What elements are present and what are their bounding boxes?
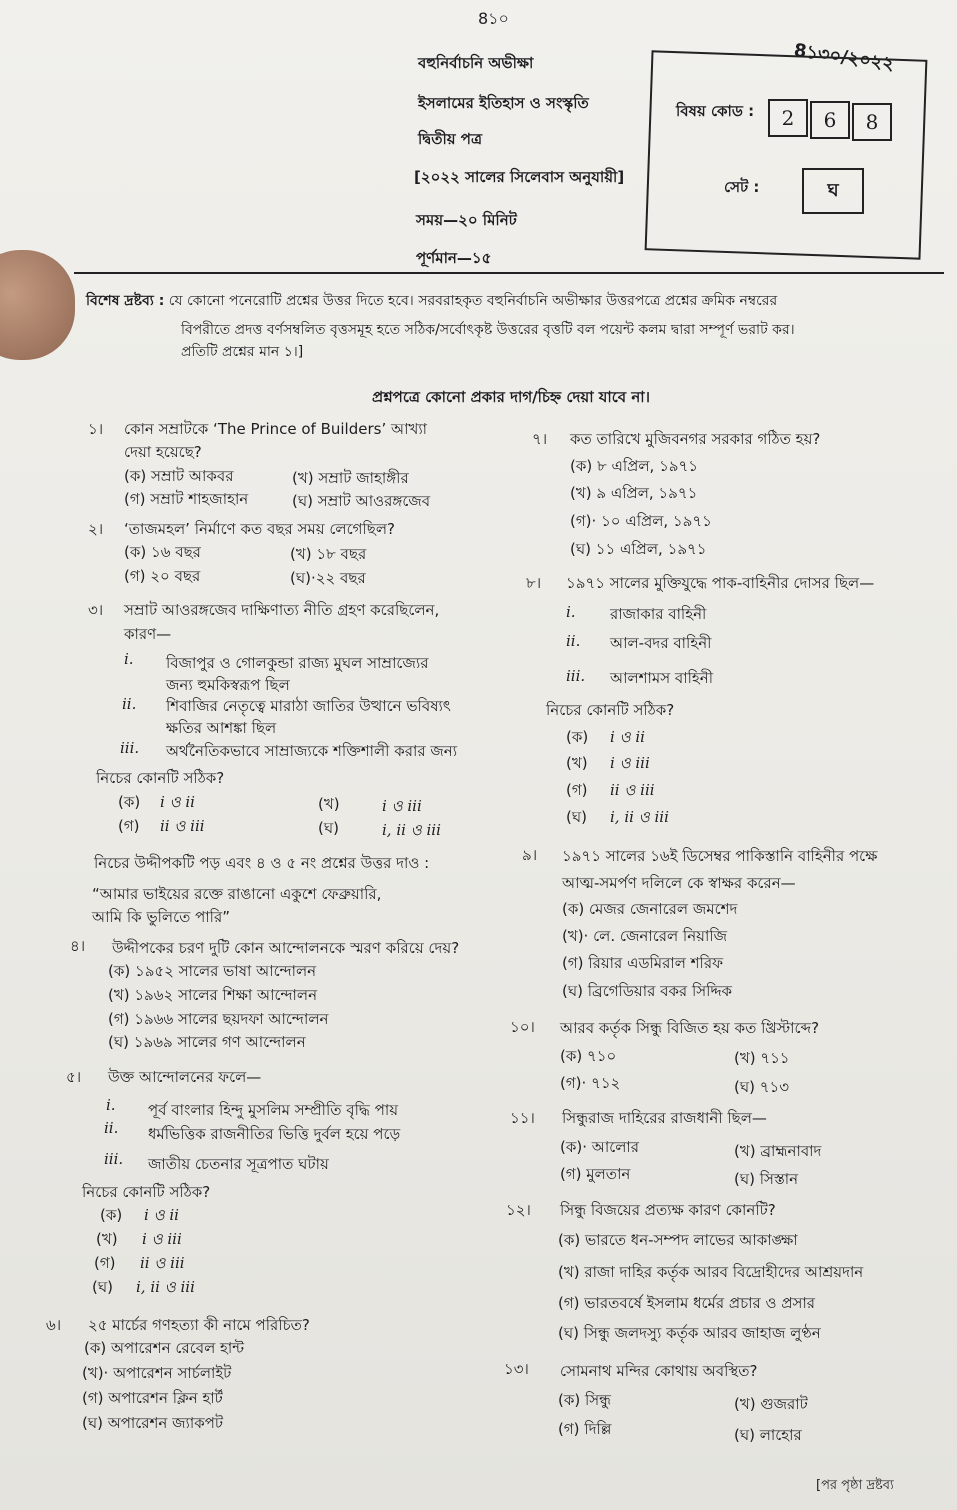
stimulus-quote: আমি কি ভুলিতে পারি” bbox=[92, 908, 230, 926]
statement: রাজাকার বাহিনী bbox=[610, 605, 707, 623]
option: (ক) ৭১০ bbox=[560, 1047, 617, 1065]
question-text: দেয়া হয়েছে? bbox=[124, 443, 202, 461]
question-text: সোমনাথ মন্দির কোথায় অবস্থিত? bbox=[560, 1362, 758, 1380]
option-value: i, ii ও iii bbox=[382, 821, 441, 839]
option: (ঘ) ব্রিগেডিয়ার বকর সিদ্দিক bbox=[562, 982, 733, 1000]
statement-numeral: iii. bbox=[104, 1150, 124, 1168]
option: (গ) ভারতবর্ষে ইসলাম ধর্মের প্রচার ও প্রসার bbox=[558, 1294, 816, 1312]
option-label: (ঘ) bbox=[92, 1278, 113, 1296]
option: (ঘ) অপারেশন জ্যাকপট bbox=[82, 1414, 224, 1432]
statement: জন্য হুমকিস্বরূপ ছিল bbox=[166, 676, 290, 694]
question-text: কত তারিখে মুজিবনগর সরকার গঠিত হয়? bbox=[570, 430, 821, 448]
option: (খ)· অপারেশন সার্চলাইট bbox=[82, 1364, 232, 1382]
option: (খ) ১৯৬২ সালের শিক্ষা আন্দোলন bbox=[108, 986, 318, 1004]
paper-number: দ্বিতীয় পত্র bbox=[418, 130, 483, 148]
question-text: উদ্দীপকের চরণ দুটি কোন আন্দোলনকে স্মরণ করিয়ে দেয়? bbox=[112, 939, 460, 957]
special-note-label: বিশেষ দ্রষ্টব্য : bbox=[86, 293, 165, 309]
statement: আলশামস বাহিনী bbox=[610, 669, 714, 687]
statement: ক্ষতির আশঙ্কা ছিল bbox=[166, 719, 277, 737]
page-number: 8১০ bbox=[478, 9, 509, 28]
statement: জাতীয় চেতনার সূত্রপাত ঘটায় bbox=[148, 1155, 329, 1173]
option: (খ) ৯ এপ্রিল, ১৯৭১ bbox=[570, 484, 698, 502]
set-label: সেট : bbox=[724, 178, 760, 196]
option-value: i, ii ও iii bbox=[136, 1278, 195, 1296]
option: (ঘ) সিস্তান bbox=[734, 1170, 799, 1188]
statement: আল-বদর বাহিনী bbox=[610, 634, 712, 652]
option-value: i ও ii bbox=[610, 728, 645, 746]
code-box bbox=[645, 50, 928, 260]
option: (ঘ) সিন্ধু জলদস্যু কর্তৃক আরব জাহাজ লুণ্ঠন bbox=[558, 1324, 821, 1342]
question-number: ৭। bbox=[532, 430, 548, 448]
stimulus-intro: নিচের উদ্দীপকটি পড় এবং ৪ ও ৫ নং প্রশ্নের উত্তর দাও : bbox=[94, 854, 430, 872]
question-number: ১০। bbox=[510, 1018, 535, 1036]
option-value: i ও ii bbox=[144, 1206, 179, 1224]
option: (ঘ) ৭১৩ bbox=[734, 1078, 789, 1096]
option: (ক) ভারতে ধন-সম্পদ লাভের আকাঙ্ক্ষা bbox=[558, 1231, 798, 1249]
statement-numeral: i. bbox=[106, 1096, 116, 1114]
option-value: i ও iii bbox=[382, 797, 422, 815]
question-number: ১। bbox=[88, 420, 104, 438]
option-label: (ক) bbox=[566, 728, 589, 746]
special-note-line2: বিপরীতে প্রদত্ত বর্ণসম্বলিত বৃত্তসমূহ হতে সঠিক/সর্বোৎকৃষ্ট উত্তরের বৃত্তটি বল পয়েন্ট কলম দ্বারা সম্পূর্ণ ভরাট কর। bbox=[181, 322, 795, 338]
subject-code-digit: 8 bbox=[852, 103, 892, 141]
next-page-note: [পর পৃষ্ঠা দ্রষ্টব্য bbox=[816, 1478, 894, 1493]
question-text: সম্রাট আওরঙ্গজেব দাক্ষিণাত্য নীতি গ্রহণ করেছিলেন, bbox=[124, 601, 440, 619]
question-text: আরব কর্তৃক সিন্ধু বিজিত হয় কত খ্রিস্টাব্দে? bbox=[560, 1019, 820, 1037]
option: (ক) অপারেশন রেবেল হান্ট bbox=[84, 1339, 245, 1357]
option-label: (খ) bbox=[96, 1230, 118, 1248]
option: (খ) গুজরাট bbox=[734, 1395, 808, 1413]
question-number: ১১। bbox=[510, 1109, 535, 1127]
option-label: (ঘ) bbox=[566, 808, 587, 826]
statement-numeral: i. bbox=[124, 650, 134, 668]
statement-numeral: ii. bbox=[122, 695, 137, 713]
statement-numeral: i. bbox=[566, 603, 576, 621]
option-label: (গ) bbox=[566, 781, 588, 799]
option: (খ)· লে. জেনারেল নিয়াজি bbox=[562, 927, 728, 945]
option-label: (গ) bbox=[94, 1254, 116, 1272]
set-value: ঘ bbox=[802, 168, 864, 214]
option: (গ) ১৯৬৬ সালের ছয়দফা আন্দোলন bbox=[108, 1010, 329, 1028]
option: (খ) ১৮ বছর bbox=[290, 545, 367, 563]
statement: ধর্মভিত্তিক রাজনীতির ভিত্তি দুর্বল হয়ে পড়ে bbox=[148, 1125, 401, 1143]
option-label: (গ) bbox=[118, 817, 140, 835]
syllabus-note: [২০২২ সালের সিলেবাস অনুযায়ী] bbox=[414, 168, 625, 186]
stimulus-quote: “আমার ভাইয়ের রক্তে রাঙানো একুশে ফেব্রুয়ারি, bbox=[92, 885, 382, 903]
question-number: ২। bbox=[88, 520, 104, 538]
option: (গ) সম্রাট শাহজাহান bbox=[124, 490, 249, 508]
exam-type: বহুনির্বাচনি অভীক্ষা bbox=[418, 54, 534, 72]
option: (খ) ব্রাহ্মনাবাদ bbox=[734, 1142, 822, 1160]
question-text: কোন সম্রাটকে ‘The Prince of Builders’ আখ্যা bbox=[124, 420, 428, 438]
question-text: কারণ— bbox=[124, 625, 172, 643]
option-value: i, ii ও iii bbox=[610, 808, 669, 826]
question-text: ‘তাজমহল’ নির্মাণে কত বছর সময় লেগেছিল? bbox=[124, 520, 395, 538]
statement-numeral: iii. bbox=[566, 667, 586, 685]
question-text: ১৯৭১ সালের ১৬ই ডিসেম্বর পাকিস্তানি বাহিনীর পক্ষে bbox=[562, 847, 878, 865]
question-number: ৩। bbox=[88, 601, 104, 619]
option-label: (ক) bbox=[100, 1206, 123, 1224]
question-number: ৬। bbox=[46, 1316, 62, 1334]
prompt: নিচের কোনটি সঠিক? bbox=[546, 701, 675, 719]
option-value: ii ও iii bbox=[140, 1254, 185, 1272]
option: (গ) অপারেশন ক্লিন হার্ট bbox=[82, 1389, 223, 1407]
exam-code: 8১৩০/২০২২ bbox=[792, 39, 896, 75]
prompt: নিচের কোনটি সঠিক? bbox=[96, 769, 225, 787]
option: (ক)· আলোর bbox=[560, 1138, 640, 1156]
no-mark-warning: প্রশ্নপত্রে কোনো প্রকার দাগ/চিহ্ন দেয়া যাবে না। bbox=[372, 388, 651, 406]
statement: শিবাজির নেতৃত্বে মারাঠা জাতির উত্থানে ভবিষ্যৎ bbox=[166, 697, 451, 715]
special-note bbox=[86, 288, 946, 314]
option: (ক) ১৬ বছর bbox=[124, 543, 201, 561]
option-value: i ও iii bbox=[142, 1230, 182, 1248]
statement-numeral: iii. bbox=[120, 739, 140, 757]
question-number: ১৩। bbox=[504, 1360, 529, 1378]
subject-code-digit: 6 bbox=[810, 101, 850, 139]
option: (ঘ) সম্রাট আওরঙ্গজেব bbox=[292, 492, 431, 510]
option: (ক) সিন্ধু bbox=[558, 1391, 612, 1409]
option: (গ) ২০ বছর bbox=[124, 567, 201, 585]
option: (ক) ৮ এপ্রিল, ১৯৭১ bbox=[570, 457, 699, 475]
header-rule bbox=[74, 272, 944, 274]
option-value: ii ও iii bbox=[160, 817, 205, 835]
question-number: ১২। bbox=[506, 1201, 531, 1219]
question-text: সিন্ধুরাজ দাহিরের রাজধানী ছিল— bbox=[562, 1109, 767, 1127]
option: (ক) সম্রাট আকবর bbox=[124, 467, 234, 485]
exam-time: সময়—২০ মিনিট bbox=[416, 211, 517, 229]
statement-numeral: ii. bbox=[104, 1119, 119, 1137]
option: (গ) দিল্লি bbox=[558, 1420, 612, 1438]
question-number: ৯। bbox=[522, 846, 538, 864]
option-value: ii ও iii bbox=[610, 781, 655, 799]
option-label: (খ) bbox=[318, 795, 340, 813]
full-marks: পূর্ণমান—১৫ bbox=[416, 249, 492, 267]
subject-code-label: বিষয় কোড : bbox=[676, 102, 755, 120]
option-value: i ও iii bbox=[610, 754, 650, 772]
option: (গ)· ১০ এপ্রিল, ১৯৭১ bbox=[570, 512, 712, 530]
option: (গ) রিয়ার এডমিরাল শরিফ bbox=[562, 954, 724, 972]
option: (ক) ১৯৫২ সালের ভাষা আন্দোলন bbox=[108, 962, 317, 980]
question-text: উক্ত আন্দোলনের ফলে— bbox=[108, 1068, 262, 1086]
special-note-line1: যে কোনো পনেরোটি প্রশ্নের উত্তর দিতে হবে। সরবরাহকৃত বহুনির্বাচনি অভীক্ষার উত্তরপত্রে প্রশ্নের ক্রমিক নম্বরের bbox=[168, 293, 778, 309]
question-text: আত্ম-সমর্পণ দলিলে কে স্বাক্ষর করেন— bbox=[562, 874, 796, 892]
option: (ঘ) ১৯৬৯ সালের গণ আন্দোলন bbox=[108, 1033, 306, 1051]
option: (গ)· ৭১২ bbox=[560, 1074, 621, 1092]
option-label: (খ) bbox=[566, 754, 588, 772]
option: (গ) মুলতান bbox=[560, 1165, 631, 1183]
question-text: সিন্ধু বিজয়ের প্রত্যক্ষ কারণ কোনটি? bbox=[560, 1201, 776, 1219]
option: (ঘ) লাহোর bbox=[734, 1426, 802, 1444]
statement: অর্থনৈতিকভাবে সাম্রাজ্যকে শক্তিশালী করার জন্য bbox=[166, 742, 458, 760]
statement-numeral: ii. bbox=[566, 632, 581, 650]
subject-code-digit: 2 bbox=[768, 99, 808, 137]
prompt: নিচের কোনটি সঠিক? bbox=[82, 1183, 211, 1201]
option: (খ) ৭১১ bbox=[734, 1049, 790, 1067]
question-number: ৪। bbox=[70, 937, 86, 955]
option-value: i ও ii bbox=[160, 793, 195, 811]
statement: পূর্ব বাংলার হিন্দু মুসলিম সম্প্রীতি বৃদ্ধি পায় bbox=[148, 1101, 399, 1119]
option: (ঘ)·২২ বছর bbox=[290, 569, 366, 587]
special-note-line3: প্রতিটি প্রশ্নের মান ১।] bbox=[181, 344, 304, 360]
statement: বিজাপুর ও গোলকুন্ডা রাজ্য মুঘল সাম্রাজ্যের bbox=[166, 654, 429, 672]
option-label: (ঘ) bbox=[318, 819, 339, 837]
question-number: ৫। bbox=[66, 1068, 82, 1086]
question-text: ২৫ মার্চের গণহত্যা কী নামে পরিচিত? bbox=[88, 1316, 310, 1334]
option: (খ) সম্রাট জাহাঙ্গীর bbox=[292, 469, 409, 487]
option: (ক) মেজর জেনারেল জমশেদ bbox=[562, 900, 738, 918]
subject-title: ইসলামের ইতিহাস ও সংস্কৃতি bbox=[418, 94, 589, 112]
question-text: ১৯৭১ সালের মুক্তিযুদ্ধে পাক-বাহিনীর দোসর ছিল— bbox=[566, 574, 875, 592]
option: (খ) রাজা দাহির কর্তৃক আরব বিদ্রোহীদের আশ্রয়দান bbox=[558, 1263, 864, 1281]
option: (ঘ) ১১ এপ্রিল, ১৯৭১ bbox=[570, 540, 707, 558]
question-number: ৮। bbox=[526, 574, 542, 592]
option-label: (ক) bbox=[118, 793, 141, 811]
